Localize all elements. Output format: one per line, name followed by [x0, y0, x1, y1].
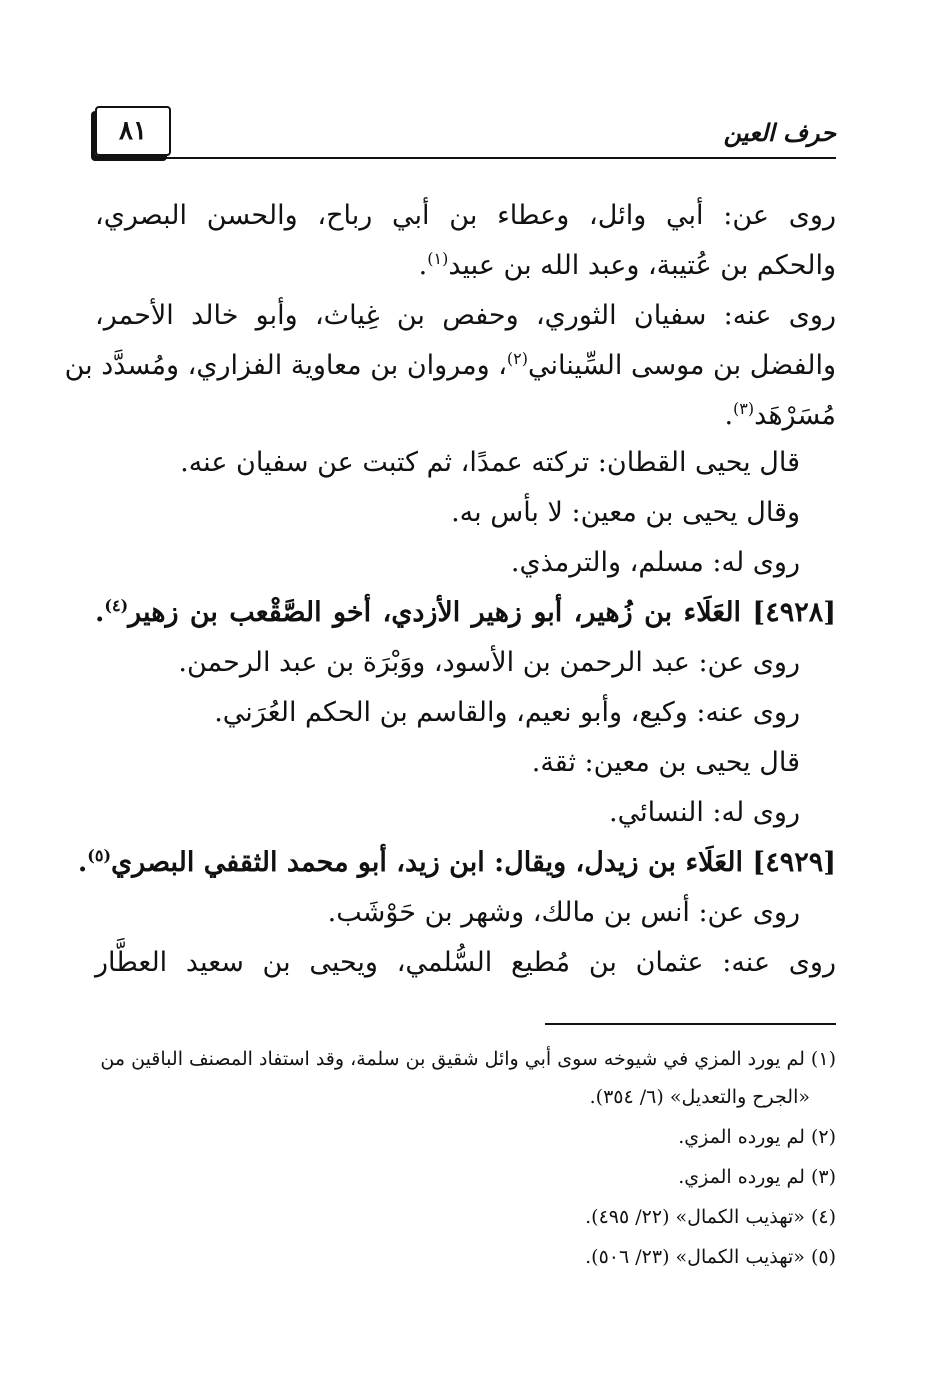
- running-title: حرف العين: [723, 118, 836, 147]
- footnote: (٣) لم يورده المزي.: [678, 1166, 836, 1188]
- footnote-ref[interactable]: (٤): [104, 596, 129, 615]
- footnote-ref[interactable]: (٢): [506, 349, 528, 368]
- footnote-rule: [545, 1023, 836, 1025]
- entry-heading: [٤٩٢٩] العَلَاء بن زيدل، ويقال: ابن زيد، أبو محمد الثقفي البصري$^{(٥)}$.: [77, 846, 836, 878]
- body-line: روى عن: عبد الرحمن بن الأسود، ووَبْرَة بن عبد الرحمن.: [178, 647, 800, 678]
- page-number-text: ٨١: [119, 116, 147, 146]
- footnote-ref[interactable]: (١): [427, 249, 449, 268]
- body-line: مُسَرْهَد$^{(٣)}$.: [724, 399, 836, 431]
- footnote: «الجرح والتعديل» (٦/ ٣٥٤).: [589, 1086, 810, 1108]
- footnote-ref[interactable]: (٥): [87, 846, 112, 865]
- body-line: روى عن: أبي وائل، وعطاء بن أبي رباح، والحسن البصري،: [95, 200, 836, 231]
- body-line: قال يحيى القطان: تركته عمدًا، ثم كتبت عن سفيان عنه.: [180, 447, 800, 478]
- body-line: والحكم بن عُتيبة، وعبد الله بن عبيد$^{(١)}$.: [418, 249, 836, 281]
- footnote-ref[interactable]: (٣): [733, 399, 755, 418]
- page-number: [95, 106, 171, 156]
- body-line: روى عنه: عثمان بن مُطيع السُّلمي، ويحيى بن سعيد العطَّار: [95, 947, 836, 978]
- footnote: (١) لم يورد المزي في شيوخه سوى أبي وائل شقيق بن سلمة، وقد استفاد المصنف الباقين من: [100, 1048, 836, 1070]
- body-line: روى عنه: سفيان الثوري، وحفص بن غِياث، وأبو خالد الأحمر،: [95, 300, 836, 331]
- body-line: روى عن: أنس بن مالك، وشهر بن حَوْشَب.: [327, 897, 800, 928]
- body-line: روى له: مسلم، والترمذي.: [510, 547, 800, 578]
- footnote: (٢) لم يورده المزي.: [678, 1126, 836, 1148]
- body-line: قال يحيى بن معين: ثقة.: [531, 747, 800, 778]
- body-line: والفضل بن موسى السِّيناني$^{(٢)}$، ومروان بن معاوية الفزاري، ومُسدَّد بن: [64, 349, 836, 381]
- header-rule: [95, 157, 836, 159]
- footnote: (٥) «تهذيب الكمال» (٢٣/ ٥٠٦).: [585, 1246, 836, 1268]
- entry-heading: [٤٩٢٨] العَلَاء بن زُهير، أبو زهير الأزدي، أخو الصَّقْعب بن زهير$^{(٤)}$.: [95, 596, 836, 628]
- body-line: روى عنه: وكيع، وأبو نعيم، والقاسم بن الحكم العُرَني.: [214, 697, 800, 728]
- footnote: (٤) «تهذيب الكمال» (٢٢/ ٤٩٥).: [585, 1206, 836, 1228]
- body-line: روى له: النسائي.: [609, 797, 800, 828]
- body-line: وقال يحيى بن معين: لا بأس به.: [451, 497, 800, 528]
